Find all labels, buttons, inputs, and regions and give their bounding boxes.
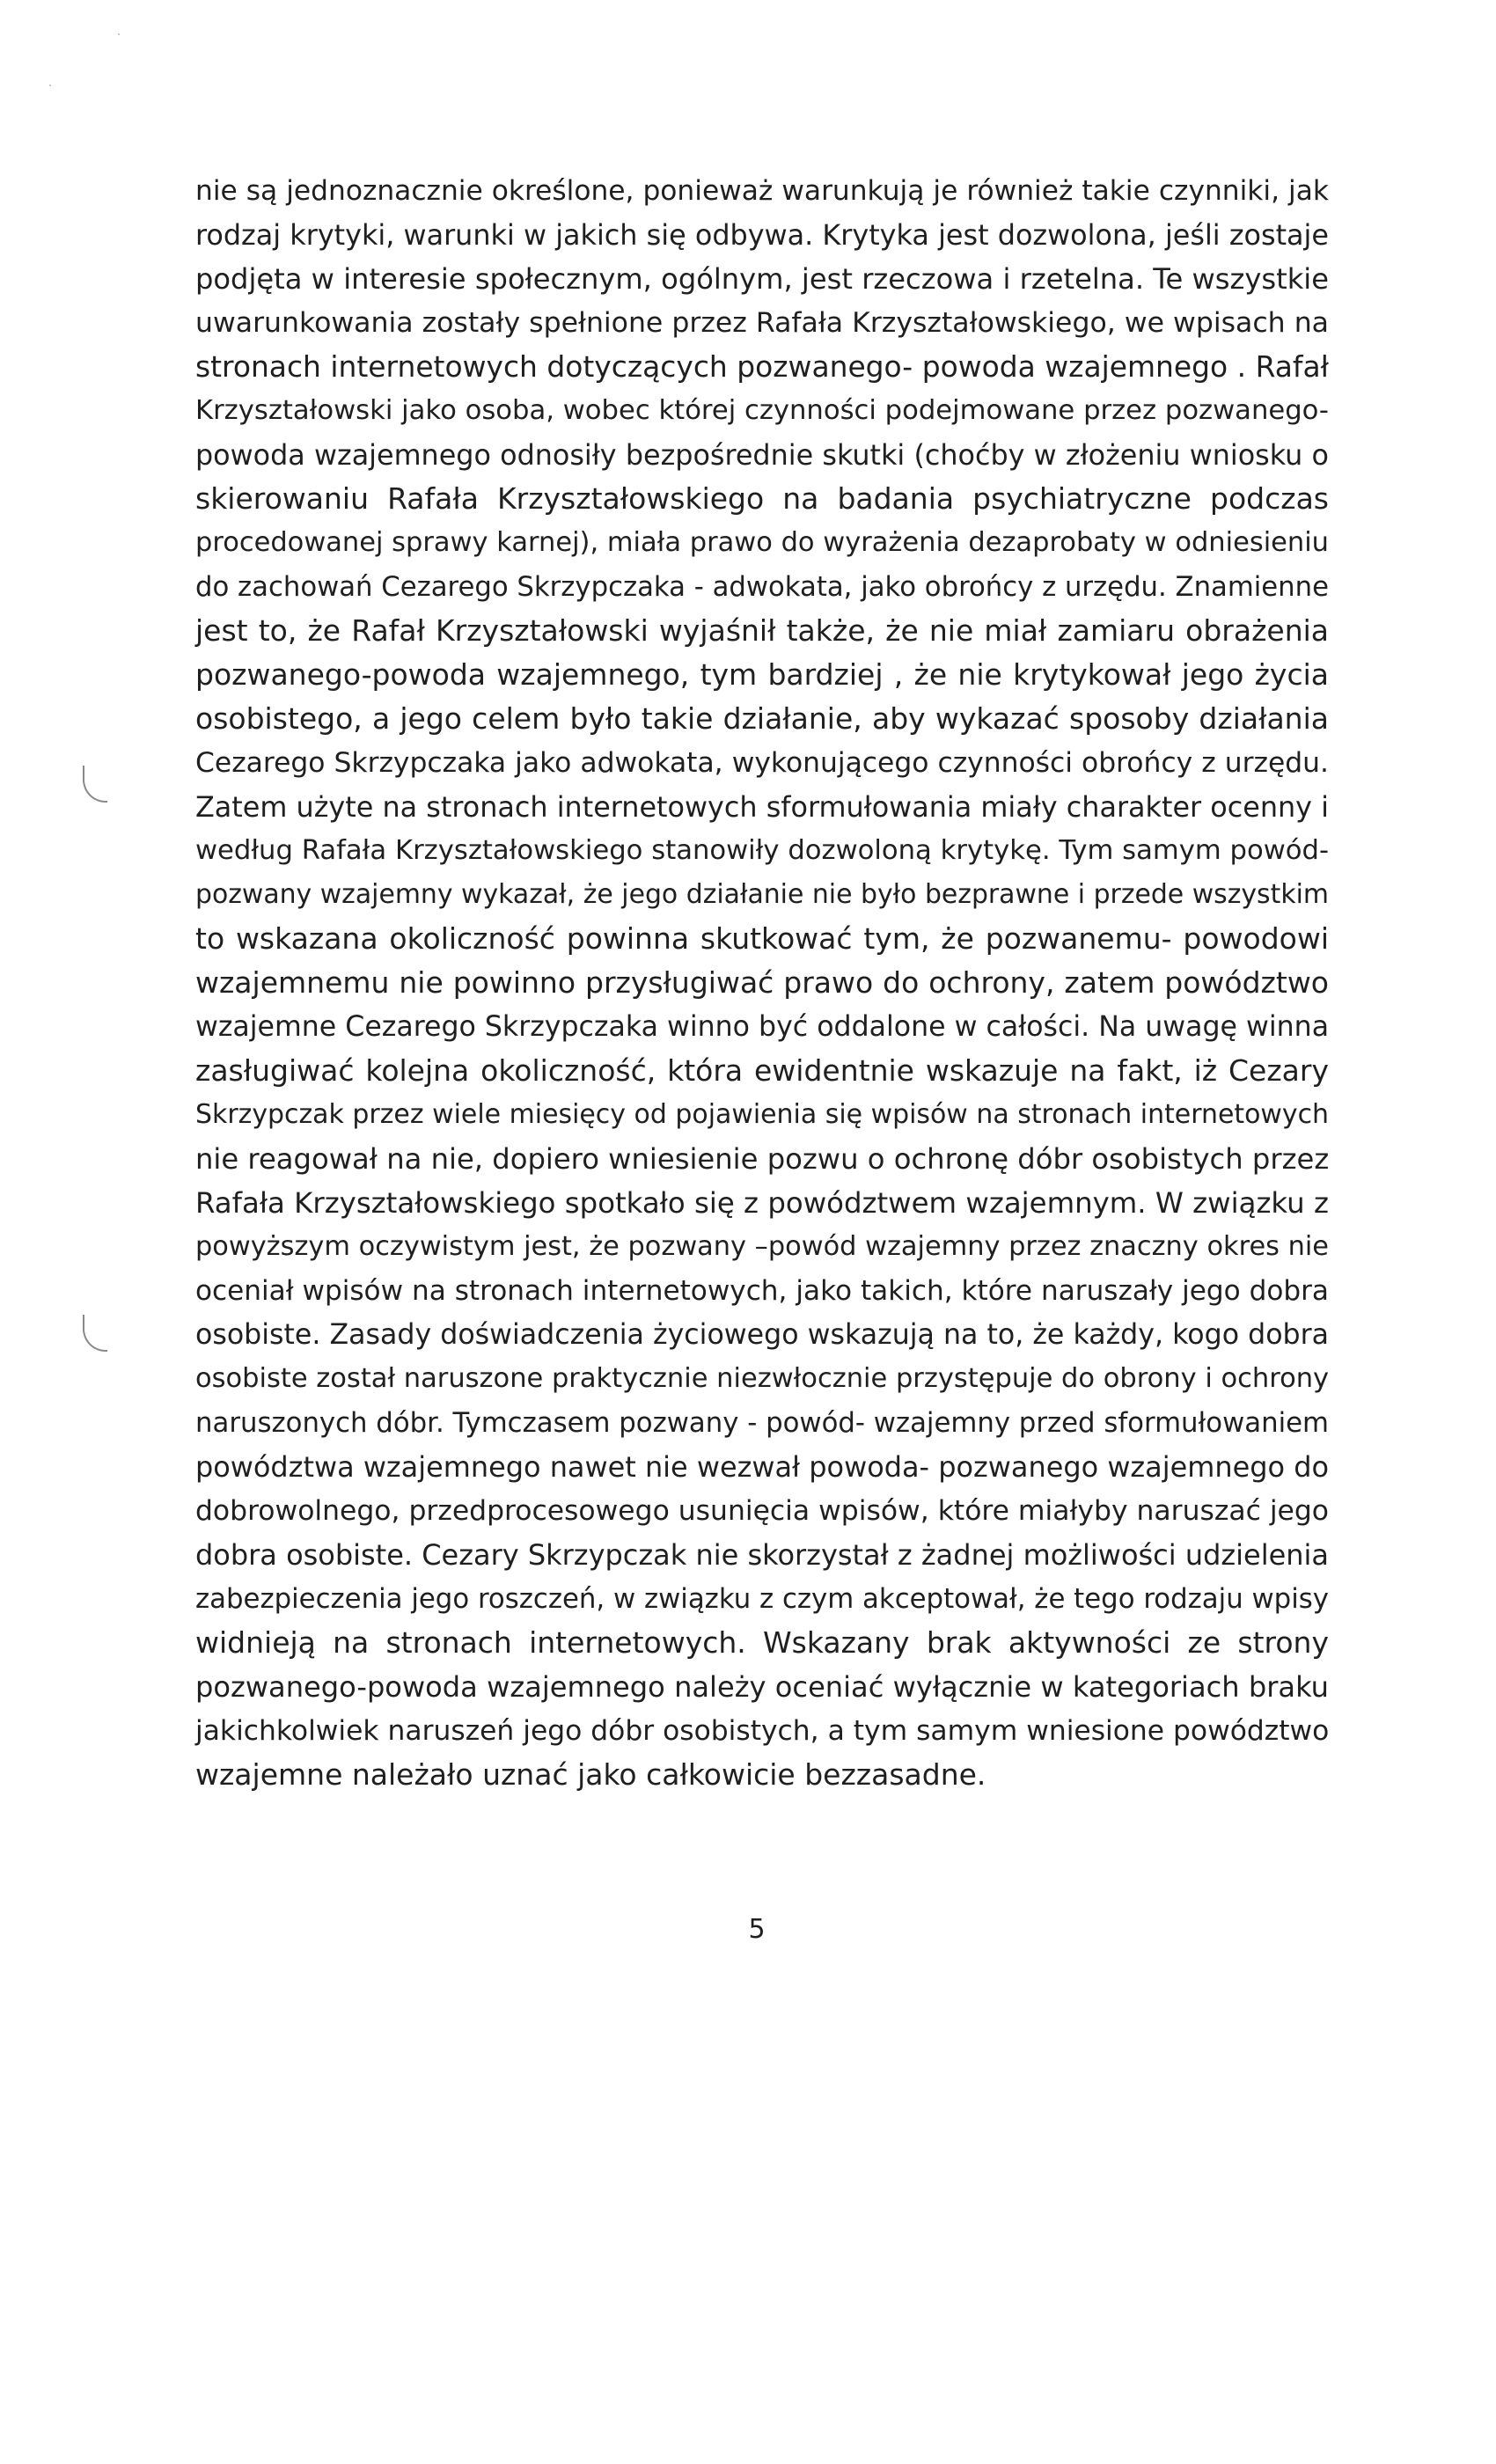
text-line: powoda wzajemnego odnosiły bezpośrednie skutki (choćby w złożeniu wniosku o (195, 438, 1329, 472)
text-line: dobrowolnego, przedprocesowego usunięcia wpisów, które miałyby naruszać jego (195, 1495, 1330, 1527)
text-line: rodzaj krytyki, warunki w jakich się odbywa. Krytyka jest dozwolona, jeśli zostaje (195, 218, 1329, 252)
text-line: Krzyształowski jako osoba, wobec której czynności podejmowane przez pozwanego- (195, 395, 1329, 426)
page-number: 5 (748, 1914, 766, 1945)
text-line: pozwany wzajemny wykazał, że jego działanie nie było bezprawne i przede wszystkim (195, 879, 1329, 910)
text-line: to wskazana okoliczność powinna skutkować tym, że pozwanemu- powodowi (195, 921, 1329, 956)
text-line: wzajemne Cezarego Skrzypczaka winno być oddalone w całości. Na uwagę winna (195, 1011, 1330, 1043)
body-text (195, 169, 1329, 1797)
text-line: oceniał wpisów na stronach internetowych, jako takich, które naruszały jego dobra (195, 1275, 1329, 1307)
text-line: osobiste został naruszone praktycznie niezwłocznie przystępuje do obrony i ochrony (195, 1363, 1330, 1394)
text-line: Cezarego Skrzypczaka jako adwokata, wykonującego czynności obrońcy z urzędu. (195, 747, 1329, 779)
text-line: pozwanego-powoda wzajemnego, tym bardziej , że nie krytykował jego życia (195, 657, 1329, 692)
text-line: jest to, że Rafał Krzyształowski wyjaśnił także, że nie miał zamiaru obrażenia (195, 613, 1329, 648)
text-line: naruszonych dóbr. Tymczasem pozwany - powód- wzajemny przed sformułowaniem (195, 1407, 1329, 1439)
text-line: Zatem użyte na stronach internetowych sformułowania miały charakter ocenny i (195, 790, 1329, 824)
text-line: powództwa wzajemnego nawet nie wezwał powoda- pozwanego wzajemnego do (195, 1450, 1329, 1484)
text-line: do zachowań Cezarego Skrzypczaka - adwokata, jako obrońcy z urzędu. Znamienne (195, 571, 1329, 603)
text-line: nie są jednoznacznie określone, ponieważ warunkują je również takie czynniki, jak (195, 175, 1329, 207)
text-line: wzajemne należało uznać jako całkowicie bezzasadne. (195, 1757, 986, 1792)
text-line: wzajemnemu nie powinno przysługiwać prawo do ochrony, zatem powództwo (195, 965, 1329, 1000)
text-line: według Rafała Krzyształowskiego stanowiły dozwoloną krytykę. Tym samym powód- (195, 835, 1329, 866)
text-line: osobiste. Zasady doświadczenia życiowego wskazują na to, że każdy, kogo dobra (195, 1319, 1329, 1351)
scan-speck (49, 84, 51, 86)
punch-hole-mark (83, 1315, 107, 1352)
text-line: podjęta w interesie społecznym, ogólnym, jest rzeczowa i rzetelna. Te wszystkie (195, 262, 1329, 296)
text-line: dobra osobiste. Cezary Skrzypczak nie skorzystał z żadnej możliwości udzielenia (195, 1538, 1329, 1572)
text-line: nie reagował na nie, dopiero wniesienie pozwu o ochronę dóbr osobistych przez (195, 1142, 1330, 1176)
text-line: zasługiwać kolejna okoliczność, która ewidentnie wskazuje na fakt, iż Cezary (195, 1053, 1329, 1088)
text-line: widnieją na stronach internetowych. Wskazany brak aktywności ze strony (195, 1625, 1329, 1660)
text-line: pozwanego-powoda wzajemnego należy oceniać wyłącznie w kategoriach braku (195, 1670, 1329, 1704)
text-line: Skrzypczak przez wiele miesięcy od pojawienia się wpisów na stronach internetowych (195, 1099, 1329, 1130)
punch-hole-mark (83, 766, 107, 803)
text-line: osobistego, a jego celem było takie działanie, aby wykazać sposoby działania (195, 701, 1329, 736)
text-line: powyższym oczywistym jest, że pozwany –powód wzajemny przez znaczny okres nie (195, 1231, 1329, 1262)
scan-speck (118, 33, 120, 35)
text-line: Rafała Krzyształowskiego spotkało się z powództwem wzajemnym. W związku z (195, 1186, 1329, 1220)
text-line: stronach internetowych dotyczących pozwanego- powoda wzajemnego . Rafał (195, 349, 1329, 384)
text-line: uwarunkowania zostały spełnione przez Rafała Krzyształowskiego, we wpisach na (195, 307, 1329, 339)
text-line: procedowanej sprawy karnej), miała prawo do wyrażenia dezaprobaty w odniesieniu (195, 527, 1329, 558)
text-line: skierowaniu Rafała Krzyształowskiego na badania psychiatryczne podczas (195, 481, 1329, 516)
text-line: jakichkolwiek naruszeń jego dóbr osobistych, a tym samym wniesione powództwo (195, 1715, 1330, 1747)
text-line: zabezpieczenia jego roszczeń, w związku z czym akceptował, że tego rodzaju wpisy (195, 1583, 1329, 1615)
